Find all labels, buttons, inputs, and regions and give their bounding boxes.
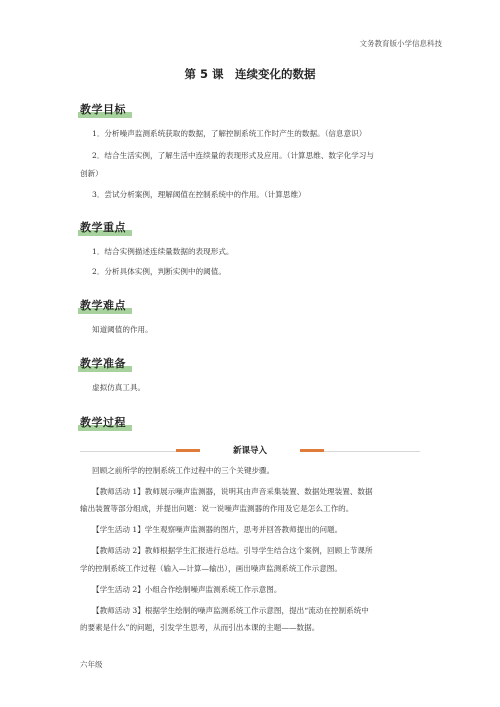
- section-heading-difficulties: [80, 297, 126, 313]
- section-heading-keypoints: [80, 219, 126, 235]
- subsection-divider: [0, 444, 500, 458]
- preparation-item-1: 虚拟仿真工具。: [92, 383, 146, 392]
- goal-item-1: 1．分析噪声监测系统获取的数据，了解控制系统工作时产生的数据。（信息意识）: [92, 129, 367, 138]
- footer-grade: 六年级: [80, 660, 103, 669]
- process-para-2-cont: 输出装置等部分组成，并提出问题：说一说噪声监测器的作用及它是怎么工作的。: [80, 504, 354, 513]
- process-para-3: 【学生活动 1】学生观察噪声监测器的图片，思考并回答教师提出的问题。: [92, 525, 343, 534]
- heading-text: 教学重点: [80, 221, 126, 234]
- goal-item-2: 2．结合生活实例，了解生活中连续量的表现形式及应用。（计算思维、数字化学习与: [92, 151, 374, 160]
- difficulty-item-1: 知道阈值的作用。: [92, 325, 153, 334]
- process-para-4: 【教师活动 2】教师根据学生汇报进行总结。引导学生结合这个案例，回顾上节课所: [92, 546, 373, 555]
- process-para-1: 回顾之前所学的控制系统工作过程中的三个关键步骤。: [92, 466, 275, 475]
- process-para-6-cont: 的要素是什么”的问题，引发学生思考，从而引出本课的主题——数据。: [80, 623, 320, 632]
- process-para-6: 【教师活动 3】根据学生绘制的噪声监测系统工作示意图，提出“流动在控制系统中: [92, 606, 369, 615]
- process-para-5: 【学生活动 2】小组合作绘制噪声监测系统工作示意图。: [92, 585, 282, 594]
- keypoint-item-2: 2．分析具体实例，判断实例中的阈值。: [92, 267, 226, 276]
- heading-text: 教学难点: [80, 299, 126, 312]
- section-heading-preparation: [80, 355, 126, 371]
- section-heading-process: [80, 414, 126, 430]
- heading-text: 教学准备: [80, 357, 126, 370]
- process-para-4-cont: 学的控制系统工作过程（输入—计算—输出），画出噪声监测系统工作示意图。: [80, 564, 342, 573]
- subsection-title: 新课导入: [232, 446, 267, 456]
- page-title: 第 5 课 连续变化的数据: [184, 67, 316, 81]
- goal-item-3: 3．尝试分析案例，理解阈值在控制系统中的作用。（计算思维）: [92, 190, 306, 199]
- heading-text: 教学目标: [80, 103, 126, 116]
- header-tag: 文务教育版小学信息科技: [359, 39, 442, 48]
- section-heading-goals: [80, 101, 126, 117]
- goal-item-2-cont: 创新）: [80, 169, 103, 178]
- process-para-2: 【教师活动 1】教师展示噪声监测器，说明其由声音采集装置、数据处理装置、数据: [92, 487, 373, 496]
- keypoint-item-1: 1．结合实例描述连续量数据的表现形式。: [92, 247, 234, 256]
- heading-text: 教学过程: [80, 416, 126, 429]
